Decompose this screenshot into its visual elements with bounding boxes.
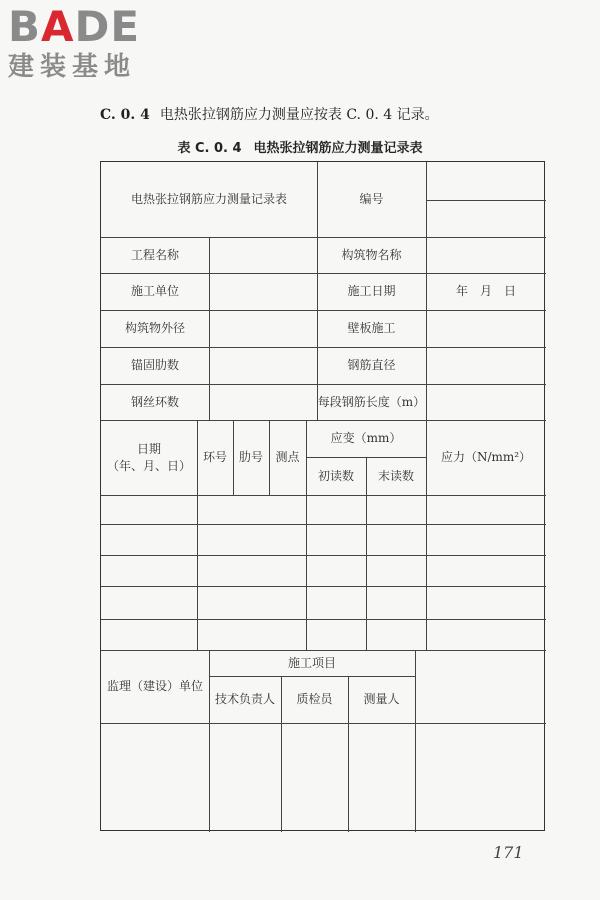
bade-logo — [8, 4, 178, 82]
row-rule — [101, 723, 546, 724]
row-rule — [101, 619, 546, 620]
logo-tagline: 建装基地 — [8, 52, 137, 82]
strain-header: 应变（mm） — [330, 431, 402, 445]
segment-length-label: 每段钢筋长度（m） — [317, 394, 426, 409]
surveyor-label: 测量人 — [363, 692, 400, 706]
technical-lead-label: 技术负责人 — [214, 692, 275, 706]
point-header: 测点 — [275, 450, 300, 464]
construction-date-field[interactable]: 年 月 日 — [455, 284, 516, 298]
rib-no-header: 肋号 — [238, 450, 263, 464]
final-reading-header: 末读数 — [377, 468, 414, 483]
supervision-unit-label: 监理（建设）单位 — [106, 679, 203, 693]
table-title-text: 电热张拉钢筋应力测量记录表 — [253, 141, 423, 156]
date-header-label: 日期 — [136, 441, 161, 456]
quality-inspector-label: 质检员 — [296, 692, 333, 706]
construction-project-label: 施工项目 — [287, 655, 336, 670]
serial-value[interactable] — [426, 162, 546, 200]
stress-header: 应力（N/mm²） — [440, 450, 532, 464]
row-rule — [101, 586, 546, 587]
row-rule — [101, 555, 546, 556]
table-number: 表 C. 0. 4 — [177, 141, 242, 156]
date-header-format: （年、月、日） — [106, 458, 191, 473]
rebar-diameter-field[interactable] — [426, 347, 546, 384]
construction-date-label: 施工日期 — [347, 284, 396, 298]
project-name-label: 工程名称 — [130, 247, 179, 262]
row-rule — [101, 495, 546, 496]
serial-value-2[interactable] — [426, 200, 546, 237]
section-number: C. 0. 4 — [100, 107, 150, 123]
anchor-rib-count-label: 锚固肋数 — [130, 358, 179, 372]
anchor-rib-count-field[interactable] — [209, 347, 317, 384]
structure-name-field[interactable] — [426, 237, 546, 273]
structure-diameter-label: 构筑物外径 — [124, 321, 185, 335]
date-column-header — [101, 420, 197, 495]
initial-reading-header: 初读数 — [317, 468, 354, 483]
section-text: 电热张拉钢筋应力测量应按表 C. 0. 4 记录。 — [159, 107, 439, 123]
row-rule — [101, 524, 546, 525]
construction-unit-label: 施工单位 — [130, 284, 179, 298]
section-heading — [100, 104, 439, 124]
construction-unit-field[interactable] — [209, 273, 317, 310]
rebar-diameter-label: 钢筋直径 — [347, 358, 396, 372]
segment-length-field[interactable] — [426, 384, 546, 420]
form-title: 电热张拉钢筋应力测量记录表 — [130, 192, 287, 206]
ring-no-header: 环号 — [202, 450, 227, 464]
logo-wordmark: BADE — [8, 2, 141, 51]
wall-construction-label: 壁板施工 — [347, 321, 396, 335]
project-name-field[interactable] — [209, 237, 317, 273]
record-table — [100, 161, 545, 831]
wire-ring-count-field[interactable] — [209, 384, 317, 420]
col-rule — [415, 650, 416, 832]
serial-label: 编号 — [359, 192, 384, 206]
wire-ring-count-label: 钢丝环数 — [130, 394, 179, 409]
structure-name-label: 构筑物名称 — [341, 247, 402, 262]
page-number: 171 — [493, 843, 524, 862]
structure-diameter-field[interactable] — [209, 310, 317, 347]
wall-construction-field[interactable] — [426, 310, 546, 347]
table-title — [0, 137, 600, 156]
